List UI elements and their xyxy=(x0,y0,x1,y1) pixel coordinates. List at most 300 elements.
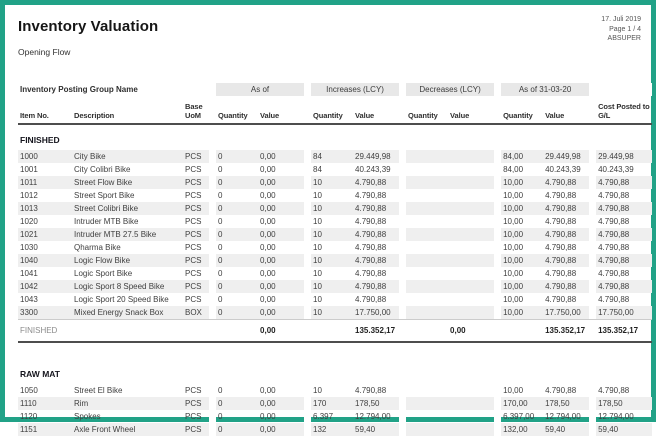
inc-qty-cell: 10 xyxy=(311,202,353,215)
asof2-value-cell: 4.790,88 xyxy=(545,217,577,226)
description-cell: Logic Flow Bike xyxy=(72,254,183,267)
empty-cell xyxy=(589,320,596,343)
total-value-cell: 135.352,17 xyxy=(596,320,652,343)
inc-qty-cell: 10 xyxy=(313,243,322,252)
uom-cell: PCS xyxy=(185,165,202,174)
description-cell: Street El Bike xyxy=(74,386,123,395)
gap xyxy=(399,215,406,228)
col-asof2-quantity: Quantity xyxy=(501,96,543,124)
item-no-cell: 1000 xyxy=(18,150,72,163)
col-asof2-value: Value xyxy=(543,96,589,124)
dec-qty-cell xyxy=(406,423,448,436)
asof-value-cell: 0,00 xyxy=(260,386,276,395)
group-header-asof: As of xyxy=(216,83,304,96)
dec-qty-cell xyxy=(406,163,448,176)
cost-cell: 4.790,88 xyxy=(598,191,630,200)
asof2-value-cell: 17.750,00 xyxy=(543,306,589,320)
group-label: Inventory Posting Group Name xyxy=(18,83,209,96)
gap xyxy=(209,202,216,215)
gap xyxy=(494,189,501,202)
report-header xyxy=(18,12,641,57)
gap xyxy=(399,397,406,410)
gap xyxy=(399,267,406,280)
inc-value-cell: 4.790,88 xyxy=(355,191,387,200)
gap xyxy=(399,228,406,241)
dec-value-cell xyxy=(448,202,494,215)
asof2-qty-cell: 170,00 xyxy=(501,397,543,410)
gap xyxy=(304,228,311,241)
description-cell: Rim xyxy=(72,397,183,410)
uom-cell: PCS xyxy=(185,217,202,226)
inc-value-cell: 29.449,98 xyxy=(353,150,399,163)
gap xyxy=(589,306,596,320)
gap xyxy=(589,267,596,280)
gap xyxy=(209,384,216,397)
gap xyxy=(494,202,501,215)
asof-value-cell: 0,00 xyxy=(258,202,304,215)
gap xyxy=(589,254,596,267)
empty-cell xyxy=(311,320,353,343)
asof-qty-cell: 0 xyxy=(218,295,223,304)
asof2-qty-cell: 10,00 xyxy=(501,176,543,189)
item-no-cell: 1001 xyxy=(20,165,38,174)
gap xyxy=(209,150,216,163)
asof-value-cell: 0,00 xyxy=(260,191,276,200)
gap xyxy=(304,176,311,189)
report-date: 17. Juli 2019 xyxy=(601,16,641,23)
gap xyxy=(589,83,596,96)
asof-value-cell: 0,00 xyxy=(258,280,304,293)
gap xyxy=(399,83,406,96)
asof-value-cell: 0,00 xyxy=(260,165,276,174)
empty-cell xyxy=(304,320,311,343)
item-no-cell: 1042 xyxy=(18,280,72,293)
item-no-cell: 1012 xyxy=(20,191,38,200)
dec-value-cell xyxy=(448,280,494,293)
inc-value-cell: 4.790,88 xyxy=(353,228,399,241)
dec-qty-cell xyxy=(406,293,448,306)
total-value-cell: 0,00 xyxy=(258,320,304,343)
gap xyxy=(209,228,216,241)
uom-cell: PCS xyxy=(183,228,209,241)
item-no-cell: 1013 xyxy=(18,202,72,215)
uom-cell: PCS xyxy=(183,423,209,436)
asof2-qty-cell: 10,00 xyxy=(501,254,543,267)
gap xyxy=(494,280,501,293)
table-row xyxy=(18,293,652,306)
inc-qty-cell: 10 xyxy=(311,176,353,189)
table-row xyxy=(18,241,652,254)
gap xyxy=(494,96,501,124)
asof-qty-cell: 0 xyxy=(216,202,258,215)
col-asof-quantity: Quantity xyxy=(216,96,258,124)
empty-cell xyxy=(72,320,183,343)
description-cell: Street Colibri Bike xyxy=(72,202,183,215)
asof2-value-cell: 4.790,88 xyxy=(543,176,589,189)
asof-value-cell: 0,00 xyxy=(258,150,304,163)
gap xyxy=(304,384,311,397)
section-spacer xyxy=(18,342,652,359)
asof2-qty-cell: 10,00 xyxy=(503,243,524,252)
section-total-row xyxy=(18,320,652,343)
inc-qty-cell: 10 xyxy=(313,386,322,395)
gap xyxy=(304,83,311,96)
gap xyxy=(209,254,216,267)
inc-value-cell: 17.750,00 xyxy=(353,306,399,320)
table-row xyxy=(18,410,652,423)
gap xyxy=(399,254,406,267)
inc-qty-cell: 10 xyxy=(311,254,353,267)
col-dec-value: Value xyxy=(448,96,494,124)
asof-qty-cell: 0 xyxy=(218,165,223,174)
inc-qty-cell: 10 xyxy=(311,280,353,293)
table-row xyxy=(18,189,652,202)
dec-value-cell xyxy=(448,189,494,202)
asof2-value-cell: 4.790,88 xyxy=(543,202,589,215)
gap xyxy=(399,150,406,163)
gap xyxy=(589,202,596,215)
gap xyxy=(589,176,596,189)
asof-qty-cell: 0 xyxy=(216,176,258,189)
asof-qty-cell: 0 xyxy=(216,306,258,320)
gap xyxy=(209,189,216,202)
table-row xyxy=(18,176,652,189)
dec-value-cell xyxy=(448,423,494,436)
cost-cell: 17.750,00 xyxy=(596,306,652,320)
gap xyxy=(304,202,311,215)
group-header-decreases: Decreases (LCY) xyxy=(406,83,494,96)
asof2-value-cell: 4.790,88 xyxy=(545,191,577,200)
gap xyxy=(589,163,596,176)
dec-qty-cell xyxy=(406,254,448,267)
description-cell: City Colibri Bike xyxy=(74,165,131,174)
table-row xyxy=(18,254,652,267)
cost-cell: 4.790,88 xyxy=(598,295,630,304)
asof2-qty-cell: 10,00 xyxy=(501,306,543,320)
asof2-qty-cell: 10,00 xyxy=(503,295,524,304)
cost-cell: 4.790,88 xyxy=(596,280,652,293)
uom-cell: PCS xyxy=(185,243,202,252)
empty-cell xyxy=(209,320,216,343)
gap xyxy=(399,96,406,124)
cost-cell: 4.790,88 xyxy=(596,202,652,215)
asof2-value-cell: 40.243,39 xyxy=(545,165,581,174)
dec-value-cell xyxy=(448,176,494,189)
gap xyxy=(304,150,311,163)
asof-value-cell: 0,00 xyxy=(260,412,276,421)
dec-value-cell xyxy=(448,254,494,267)
gap xyxy=(304,397,311,410)
col-inc-quantity: Quantity xyxy=(311,96,353,124)
inc-qty-cell: 10 xyxy=(311,228,353,241)
gap xyxy=(399,202,406,215)
asof2-qty-cell: 10,00 xyxy=(503,217,524,226)
gap xyxy=(494,215,501,228)
dec-qty-cell xyxy=(406,150,448,163)
table-row xyxy=(18,215,652,228)
asof2-qty-cell: 10,00 xyxy=(501,202,543,215)
asof-value-cell: 0,00 xyxy=(260,269,276,278)
gap xyxy=(494,228,501,241)
user-id: ABSUPER xyxy=(607,35,641,42)
dec-qty-cell xyxy=(406,384,448,397)
group-header-increases: Increases (LCY) xyxy=(311,83,399,96)
dec-value-cell xyxy=(448,241,494,254)
gap xyxy=(399,280,406,293)
inc-qty-cell: 170 xyxy=(311,397,353,410)
table-body xyxy=(18,124,652,436)
gap xyxy=(589,293,596,306)
dec-qty-cell xyxy=(406,267,448,280)
asof-qty-cell: 0 xyxy=(216,228,258,241)
item-no-cell: 1040 xyxy=(18,254,72,267)
gap xyxy=(209,163,216,176)
report-page xyxy=(5,5,651,436)
item-no-cell: 1021 xyxy=(18,228,72,241)
description-cell: Qharma Bike xyxy=(74,243,121,252)
asof-qty-cell: 0 xyxy=(218,269,223,278)
gap xyxy=(494,176,501,189)
asof-value-cell: 0,00 xyxy=(258,397,304,410)
description-cell: Mixed Energy Snack Box xyxy=(72,306,183,320)
gap xyxy=(589,410,596,423)
asof-qty-cell: 0 xyxy=(218,243,223,252)
gap xyxy=(494,397,501,410)
gap xyxy=(209,267,216,280)
gap xyxy=(494,293,501,306)
col-asof-value: Value xyxy=(258,96,304,124)
inc-value-cell: 4.790,88 xyxy=(355,243,387,252)
inc-qty-cell: 10 xyxy=(313,295,322,304)
report-meta xyxy=(601,15,641,44)
cost-cell: 178,50 xyxy=(596,397,652,410)
inc-value-cell: 12.794,00 xyxy=(355,412,391,421)
dec-qty-cell xyxy=(406,176,448,189)
gap xyxy=(209,83,216,96)
asof2-qty-cell: 10,00 xyxy=(503,269,524,278)
column-header-row xyxy=(18,96,652,124)
description-cell: Street Flow Bike xyxy=(72,176,183,189)
item-no-cell: 1151 xyxy=(18,423,72,436)
description-cell: Intruder MTB Bike xyxy=(74,217,139,226)
description-cell: Intruder MTB 27.5 Bike xyxy=(72,228,183,241)
item-no-cell: 1020 xyxy=(20,217,38,226)
gap xyxy=(209,280,216,293)
gap xyxy=(494,150,501,163)
gap xyxy=(304,189,311,202)
asof-qty-cell: 0 xyxy=(218,412,223,421)
gap xyxy=(399,176,406,189)
gap xyxy=(589,397,596,410)
item-no-cell: 1110 xyxy=(18,397,72,410)
dec-qty-cell xyxy=(406,241,448,254)
cost-cell: 4.790,88 xyxy=(596,228,652,241)
asof2-value-cell: 4.790,88 xyxy=(543,228,589,241)
report-header-left xyxy=(18,12,158,57)
table-row xyxy=(18,228,652,241)
gap xyxy=(209,423,216,436)
asof2-qty-cell: 10,00 xyxy=(501,280,543,293)
inc-qty-cell: 6.397 xyxy=(313,412,334,421)
table-row xyxy=(18,306,652,320)
empty-cell xyxy=(406,320,448,343)
gap xyxy=(209,293,216,306)
dec-value-cell xyxy=(448,384,494,397)
section-name: FINISHED xyxy=(20,135,60,145)
asof-qty-cell: 0 xyxy=(216,397,258,410)
asof2-value-cell: 4.790,88 xyxy=(545,295,577,304)
inc-value-cell: 4.790,88 xyxy=(355,295,387,304)
uom-cell: PCS xyxy=(183,397,209,410)
asof2-value-cell: 12.794,00 xyxy=(545,412,581,421)
section-header-row xyxy=(18,359,652,384)
gap xyxy=(209,215,216,228)
inc-value-cell: 4.790,88 xyxy=(353,202,399,215)
gap xyxy=(209,241,216,254)
gap xyxy=(304,96,311,124)
inc-qty-cell: 10 xyxy=(313,269,322,278)
inc-value-cell: 4.790,88 xyxy=(353,280,399,293)
report-subtitle: Opening Flow xyxy=(18,47,71,57)
gap xyxy=(399,241,406,254)
gap xyxy=(494,423,501,436)
asof2-qty-cell: 84,00 xyxy=(501,150,543,163)
asof-value-cell: 0,00 xyxy=(258,176,304,189)
uom-cell: PCS xyxy=(183,254,209,267)
table-row xyxy=(18,423,652,436)
gap xyxy=(304,215,311,228)
dec-qty-cell xyxy=(406,280,448,293)
item-no-cell: 3300 xyxy=(18,306,72,320)
description-cell: Logic Sport Bike xyxy=(74,269,133,278)
uom-cell: PCS xyxy=(185,191,202,200)
gap xyxy=(209,306,216,320)
description-cell: Street Sport Bike xyxy=(74,191,135,200)
asof-qty-cell: 0 xyxy=(216,423,258,436)
col-inc-value: Value xyxy=(353,96,399,124)
cost-cell: 29.449,98 xyxy=(596,150,652,163)
gap xyxy=(494,254,501,267)
gap xyxy=(589,228,596,241)
inc-qty-cell: 84 xyxy=(311,150,353,163)
cost-cell: 4.790,88 xyxy=(598,386,630,395)
uom-cell: PCS xyxy=(185,269,202,278)
gap xyxy=(209,176,216,189)
cost-cell: 4.790,88 xyxy=(598,269,630,278)
gap xyxy=(589,423,596,436)
col-cost-posted: Cost Posted to G/L xyxy=(596,96,652,124)
gap xyxy=(399,293,406,306)
uom-cell: PCS xyxy=(183,176,209,189)
asof-qty-cell: 0 xyxy=(216,280,258,293)
asof-value-cell: 0,00 xyxy=(260,295,276,304)
asof2-value-cell: 4.790,88 xyxy=(543,280,589,293)
dec-value-cell xyxy=(448,150,494,163)
gap xyxy=(304,241,311,254)
item-no-cell: 1120 xyxy=(20,412,38,421)
asof2-qty-cell: 84,00 xyxy=(503,165,524,174)
cost-cell: 4.790,88 xyxy=(598,217,630,226)
cost-cell: 12.794,00 xyxy=(598,412,634,421)
gap xyxy=(494,384,501,397)
gap xyxy=(589,150,596,163)
inc-value-cell: 59,40 xyxy=(353,423,399,436)
uom-cell: PCS xyxy=(185,295,202,304)
inc-qty-cell: 10 xyxy=(313,217,322,226)
dec-value-cell xyxy=(448,410,494,423)
uom-cell: PCS xyxy=(183,202,209,215)
asof-qty-cell: 0 xyxy=(218,386,223,395)
gap xyxy=(399,384,406,397)
asof2-qty-cell: 6.397,00 xyxy=(503,412,535,421)
table-row xyxy=(18,202,652,215)
dec-qty-cell xyxy=(406,397,448,410)
asof-qty-cell: 0 xyxy=(218,191,223,200)
total-value-cell: 135.352,17 xyxy=(353,320,399,343)
section-name: RAW MAT xyxy=(20,369,60,379)
col-description: Description xyxy=(72,96,183,124)
gap xyxy=(494,267,501,280)
total-label: FINISHED xyxy=(18,320,72,343)
gap xyxy=(589,241,596,254)
inc-value-cell: 40.243,39 xyxy=(355,165,391,174)
uom-cell: BOX xyxy=(183,306,209,320)
dec-qty-cell xyxy=(406,189,448,202)
page-number: Page 1 / 4 xyxy=(609,25,641,33)
gap xyxy=(494,83,501,96)
table-row xyxy=(18,163,652,176)
inc-qty-cell: 84 xyxy=(313,165,322,174)
dec-value-cell xyxy=(448,267,494,280)
uom-cell: PCS xyxy=(185,386,202,395)
gap xyxy=(494,410,501,423)
cost-cell: 59,40 xyxy=(596,423,652,436)
gap xyxy=(304,254,311,267)
col-dec-quantity: Quantity xyxy=(406,96,448,124)
empty-cell xyxy=(183,320,209,343)
empty-cell xyxy=(216,320,258,343)
asof2-value-cell: 178,50 xyxy=(543,397,589,410)
item-no-cell: 1011 xyxy=(18,176,72,189)
section-header-row xyxy=(18,124,652,150)
item-no-cell: 1041 xyxy=(20,269,38,278)
asof2-value-cell: 4.790,88 xyxy=(543,254,589,267)
asof-value-cell: 0,00 xyxy=(258,254,304,267)
dec-value-cell xyxy=(448,228,494,241)
item-no-cell: 1043 xyxy=(20,295,38,304)
dec-qty-cell xyxy=(406,202,448,215)
gap xyxy=(589,280,596,293)
dec-qty-cell xyxy=(406,306,448,320)
gap xyxy=(399,423,406,436)
gap xyxy=(589,215,596,228)
inc-value-cell: 4.790,88 xyxy=(353,176,399,189)
gap xyxy=(589,189,596,202)
table-row xyxy=(18,280,652,293)
gap xyxy=(494,306,501,320)
gap xyxy=(304,306,311,320)
asof-qty-cell: 0 xyxy=(216,254,258,267)
asof2-qty-cell: 132,00 xyxy=(501,423,543,436)
inc-qty-cell: 10 xyxy=(313,191,322,200)
inc-value-cell: 4.790,88 xyxy=(355,217,387,226)
page-title: Inventory Valuation xyxy=(18,18,159,35)
dec-qty-cell xyxy=(406,215,448,228)
total-value-cell: 0,00 xyxy=(448,320,494,343)
inc-value-cell: 4.790,88 xyxy=(355,386,387,395)
spacer-cell xyxy=(18,342,652,359)
cost-cell: 4.790,88 xyxy=(598,243,630,252)
